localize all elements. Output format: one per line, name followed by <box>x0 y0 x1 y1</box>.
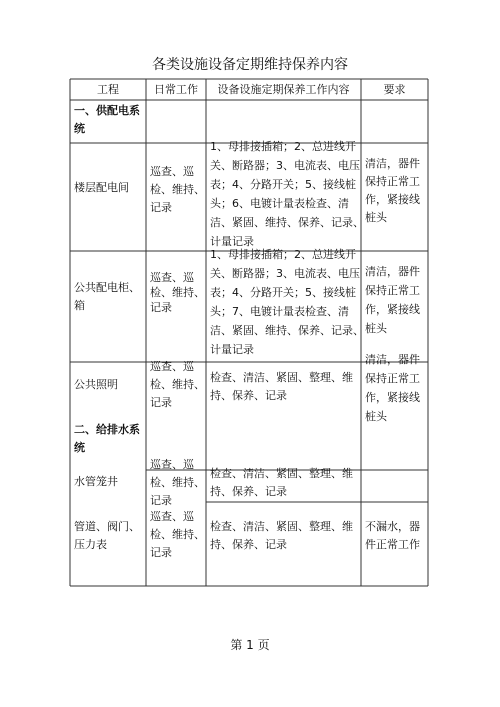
row-req-public-lighting: 清洁，器件保持正常工作，紧接线桩头 <box>365 353 420 423</box>
header-project: 工程 <box>97 83 119 96</box>
row-content-public-lighting: 检查、清洁、紧固、整理、维持、保养、记录 <box>210 371 353 402</box>
section-heading-water: 二、给排水系统 <box>74 423 140 454</box>
row-req-pipes-valves: 不漏水，器件正常工作 <box>365 520 420 551</box>
header-content: 设备设施定期保养工作内容 <box>217 83 350 96</box>
row-project-water-pipe-well: 水管笼井 <box>74 475 118 488</box>
section-heading-power: 一、供配电系统 <box>74 104 140 135</box>
row-project-public-lighting: 公共照明 <box>74 378 118 391</box>
header-daily: 日常工作 <box>154 83 198 96</box>
row-req-public-cabinet: 清洁，器件保持正常工作，紧接线桩头 <box>365 265 420 335</box>
row-daily-floor-distribution: 巡查、巡检、维持、记录 <box>150 165 205 214</box>
row-project-floor-distribution: 楼层配电间 <box>74 181 129 194</box>
row-project-public-cabinet: 公共配电柜、箱 <box>74 281 140 312</box>
row-daily-public-lighting: 巡查、巡检、维持、记录 <box>150 360 205 409</box>
row-daily-public-cabinet: 巡查、巡检、维持、记录 <box>150 271 205 314</box>
row-content-public-cabinet: 1、母排接插箱；2、总进线开关、断路器；3、电流表、电压表；4、分路开关；5、接线桩头；7、电镀计量表检查、清洁、紧固、维持、保养、记录、计量记录 <box>210 248 364 356</box>
row-project-pipes-valves: 管道、阀门、压力表 <box>74 520 140 551</box>
row-content-pipes-valves: 检查、清洁、紧固、整理、维持、保养、记录 <box>210 520 353 551</box>
document-title: 各类设施设备定期维持保养内容 <box>152 57 348 73</box>
page-number: 第 1 页 <box>230 638 270 652</box>
row-req-floor-distribution: 清洁，器件保持正常工作，紧接线桩头 <box>365 157 420 224</box>
row-daily-water-pipe-well: 巡查、巡检、维持、记录 <box>150 458 205 507</box>
row-daily-pipes-valves: 巡查、巡检、维持、记录 <box>150 510 205 559</box>
header-requirement: 要求 <box>383 83 406 96</box>
row-content-floor-distribution: 1、母排接插箱；2、总进线开关、断路器；3、电流表、电压表；4、分路开关；5、接线桩头；6、电镀计量表检查、清洁、紧固、维持、保养、记录、计量记录 <box>210 140 364 248</box>
row-content-water-pipe-well: 检查、清洁、紧固、整理、维持、保养、记录 <box>210 467 353 498</box>
